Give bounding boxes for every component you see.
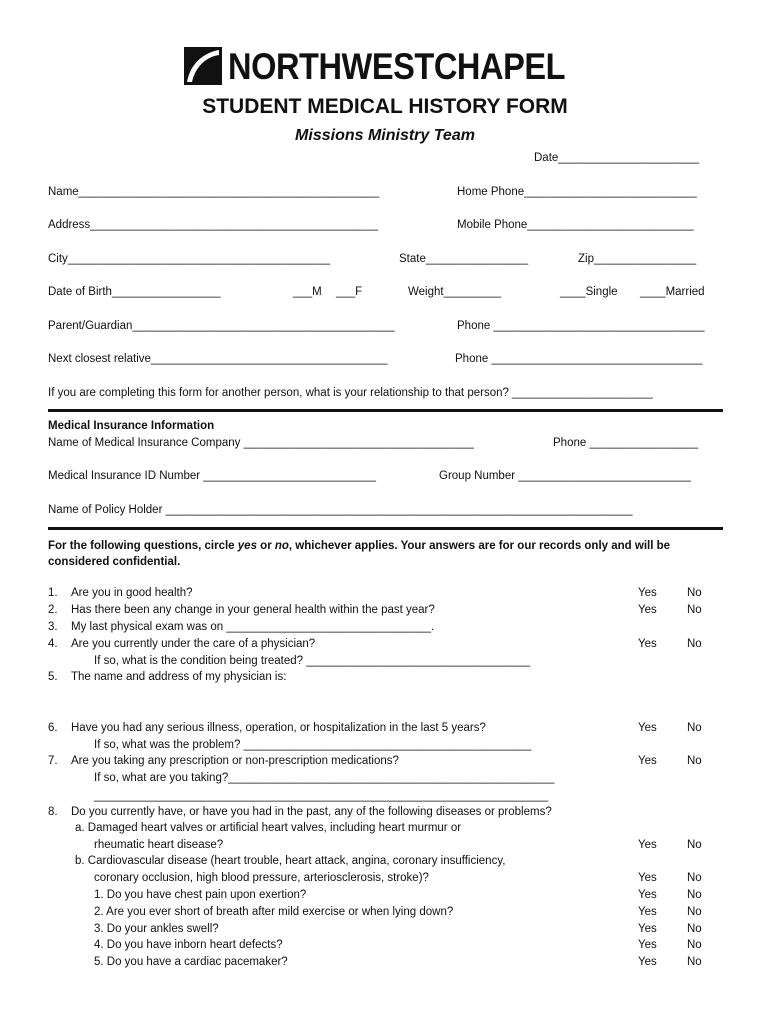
q8b3-yes-option[interactable]: Yes xyxy=(638,923,657,935)
q8b5-no-option[interactable]: No xyxy=(687,956,702,968)
q6-followup[interactable]: If so, what was the problem? _____________________________________________ xyxy=(94,739,532,751)
instructions-part1: For the following questions, circle xyxy=(48,540,238,552)
instructions-text xyxy=(48,538,728,570)
guardian-phone-field[interactable]: Phone _________________________________ xyxy=(457,320,705,332)
q7-no-option[interactable]: No xyxy=(687,755,702,767)
q8a-continued: rheumatic heart disease? xyxy=(94,839,224,851)
q2-yes-option[interactable]: Yes xyxy=(638,604,657,616)
instructions-yes: yes xyxy=(237,540,257,552)
q8-number: 8. xyxy=(48,806,58,818)
q8b4-yes-option[interactable]: Yes xyxy=(638,939,657,951)
q8b-text: b. Cardiovascular disease (heart trouble, heart attack, angina, coronary insufficiency, xyxy=(75,855,506,867)
insurance-heading: Medical Insurance Information xyxy=(48,420,215,432)
married-option[interactable]: ____Married xyxy=(640,286,705,298)
section-divider xyxy=(48,409,723,412)
address-field[interactable]: Address_____________________________________________ xyxy=(48,219,378,231)
name-field[interactable]: Name_______________________________________________ xyxy=(48,186,380,198)
q5-number: 5. xyxy=(48,671,58,683)
form-title: STUDENT MEDICAL HISTORY FORM xyxy=(202,95,568,118)
date-of-birth-field[interactable]: Date of Birth_________________ xyxy=(48,286,221,298)
q8b2-yes-option[interactable]: Yes xyxy=(638,906,657,918)
q6-no-option[interactable]: No xyxy=(687,722,702,734)
q8b-no-option[interactable]: No xyxy=(687,872,702,884)
q7-number: 7. xyxy=(48,755,58,767)
q4-followup[interactable]: If so, what is the condition being treated? ___________________________________ xyxy=(94,655,531,667)
q3-text[interactable]: My last physical exam was on ________________________________. xyxy=(71,621,435,633)
insurance-id-field[interactable]: Medical Insurance ID Number ___________________________ xyxy=(48,470,376,482)
single-option[interactable]: ____Single xyxy=(560,286,618,298)
next-closest-relative-field[interactable]: Next closest relative_____________________________________ xyxy=(48,353,388,365)
q1-text: Are you in good health? xyxy=(71,587,193,599)
mobile-phone-field[interactable]: Mobile Phone__________________________ xyxy=(457,219,694,231)
relationship-field[interactable]: If you are completing this form for another person, what is your relationship to that person? ______________________ xyxy=(48,387,653,399)
weight-field[interactable]: Weight_________ xyxy=(408,286,502,298)
q6-yes-option[interactable]: Yes xyxy=(638,722,657,734)
q1-yes-option[interactable]: Yes xyxy=(638,587,657,599)
date-field[interactable]: Date______________________ xyxy=(534,152,699,164)
q8a-no-option[interactable]: No xyxy=(687,839,702,851)
q7-followup[interactable]: If so, what are you taking?___________________________________________________ xyxy=(94,772,555,784)
form-subtitle: Missions Ministry Team xyxy=(295,127,475,144)
section-divider xyxy=(48,527,723,530)
q2-text: Has there been any change in your general health within the past year? xyxy=(71,604,435,616)
q8b1-no-option[interactable]: No xyxy=(687,889,702,901)
q4-yes-option[interactable]: Yes xyxy=(638,638,657,650)
q8b4-no-option[interactable]: No xyxy=(687,939,702,951)
q8b2-no-option[interactable]: No xyxy=(687,906,702,918)
q8a-text: a. Damaged heart valves or artificial heart valves, including heart murmur or xyxy=(75,822,462,834)
q3-number: 3. xyxy=(48,621,58,633)
q8b-continued: coronary occlusion, high blood pressure, arteriosclerosis, stroke)? xyxy=(94,872,429,884)
q2-number: 2. xyxy=(48,604,58,616)
home-phone-field[interactable]: Home Phone___________________________ xyxy=(457,186,697,198)
city-field[interactable]: City_________________________________________ xyxy=(48,253,331,265)
instructions-no: no xyxy=(274,540,289,552)
policy-holder-field[interactable]: Name of Policy Holder _________________________________________________________________________ xyxy=(48,504,633,516)
northwest-chapel-logo xyxy=(184,46,611,86)
q7-text: Are you taking any prescription or non-prescription medications? xyxy=(71,755,399,767)
q6-text: Have you had any serious illness, operation, or hospitalization in the last 5 years? xyxy=(71,722,486,734)
q1-number: 1. xyxy=(48,587,58,599)
q5-text: The name and address of my physician is: xyxy=(71,671,287,683)
q8b3-text: 3. Do your ankles swell? xyxy=(94,923,219,935)
q6-number: 6. xyxy=(48,722,58,734)
group-number-field[interactable]: Group Number ___________________________ xyxy=(439,470,691,482)
instructions-part2: , whichever applies. Your answers are for our records only and will be considered confidential. xyxy=(48,540,671,568)
q8b-yes-option[interactable]: Yes xyxy=(638,872,657,884)
q4-number: 4. xyxy=(48,638,58,650)
logo-text: NORTHWESTCHAPEL xyxy=(228,45,566,87)
q8b4-text: 4. Do you have inborn heart defects? xyxy=(94,939,283,951)
instructions-or: or xyxy=(256,540,275,552)
q8b1-yes-option[interactable]: Yes xyxy=(638,889,657,901)
q1-no-option[interactable]: No xyxy=(687,587,702,599)
sex-male-option[interactable]: ___M xyxy=(293,286,322,298)
q7-yes-option[interactable]: Yes xyxy=(638,755,657,767)
q8-text: Do you currently have, or have you had in the past, any of the following diseases or problems? xyxy=(71,806,552,818)
q8b5-text: 5. Do you have a cardiac pacemaker? xyxy=(94,956,288,968)
state-field[interactable]: State________________ xyxy=(399,253,529,265)
q4-text: Are you currently under the care of a physician? xyxy=(71,638,316,650)
q8b1-text: 1. Do you have chest pain upon exertion? xyxy=(94,889,307,901)
q8b2-text: 2. Are you ever short of breath after mild exercise or when lying down? xyxy=(94,906,454,918)
q8a-yes-option[interactable]: Yes xyxy=(638,839,657,851)
logo-mark-icon xyxy=(184,47,222,85)
q8b3-no-option[interactable]: No xyxy=(687,923,702,935)
q7-extra-line[interactable]: _______________________________________________________________________ xyxy=(94,790,549,802)
q4-no-option[interactable]: No xyxy=(687,638,702,650)
insurance-phone-field[interactable]: Phone _________________ xyxy=(553,437,699,449)
q8b5-yes-option[interactable]: Yes xyxy=(638,956,657,968)
insurance-company-field[interactable]: Name of Medical Insurance Company ____________________________________ xyxy=(48,437,474,449)
sex-female-option[interactable]: ___F xyxy=(336,286,363,298)
parent-guardian-field[interactable]: Parent/Guardian_________________________________________ xyxy=(48,320,395,332)
q2-no-option[interactable]: No xyxy=(687,604,702,616)
relative-phone-field[interactable]: Phone _________________________________ xyxy=(455,353,703,365)
zip-field[interactable]: Zip________________ xyxy=(578,253,697,265)
